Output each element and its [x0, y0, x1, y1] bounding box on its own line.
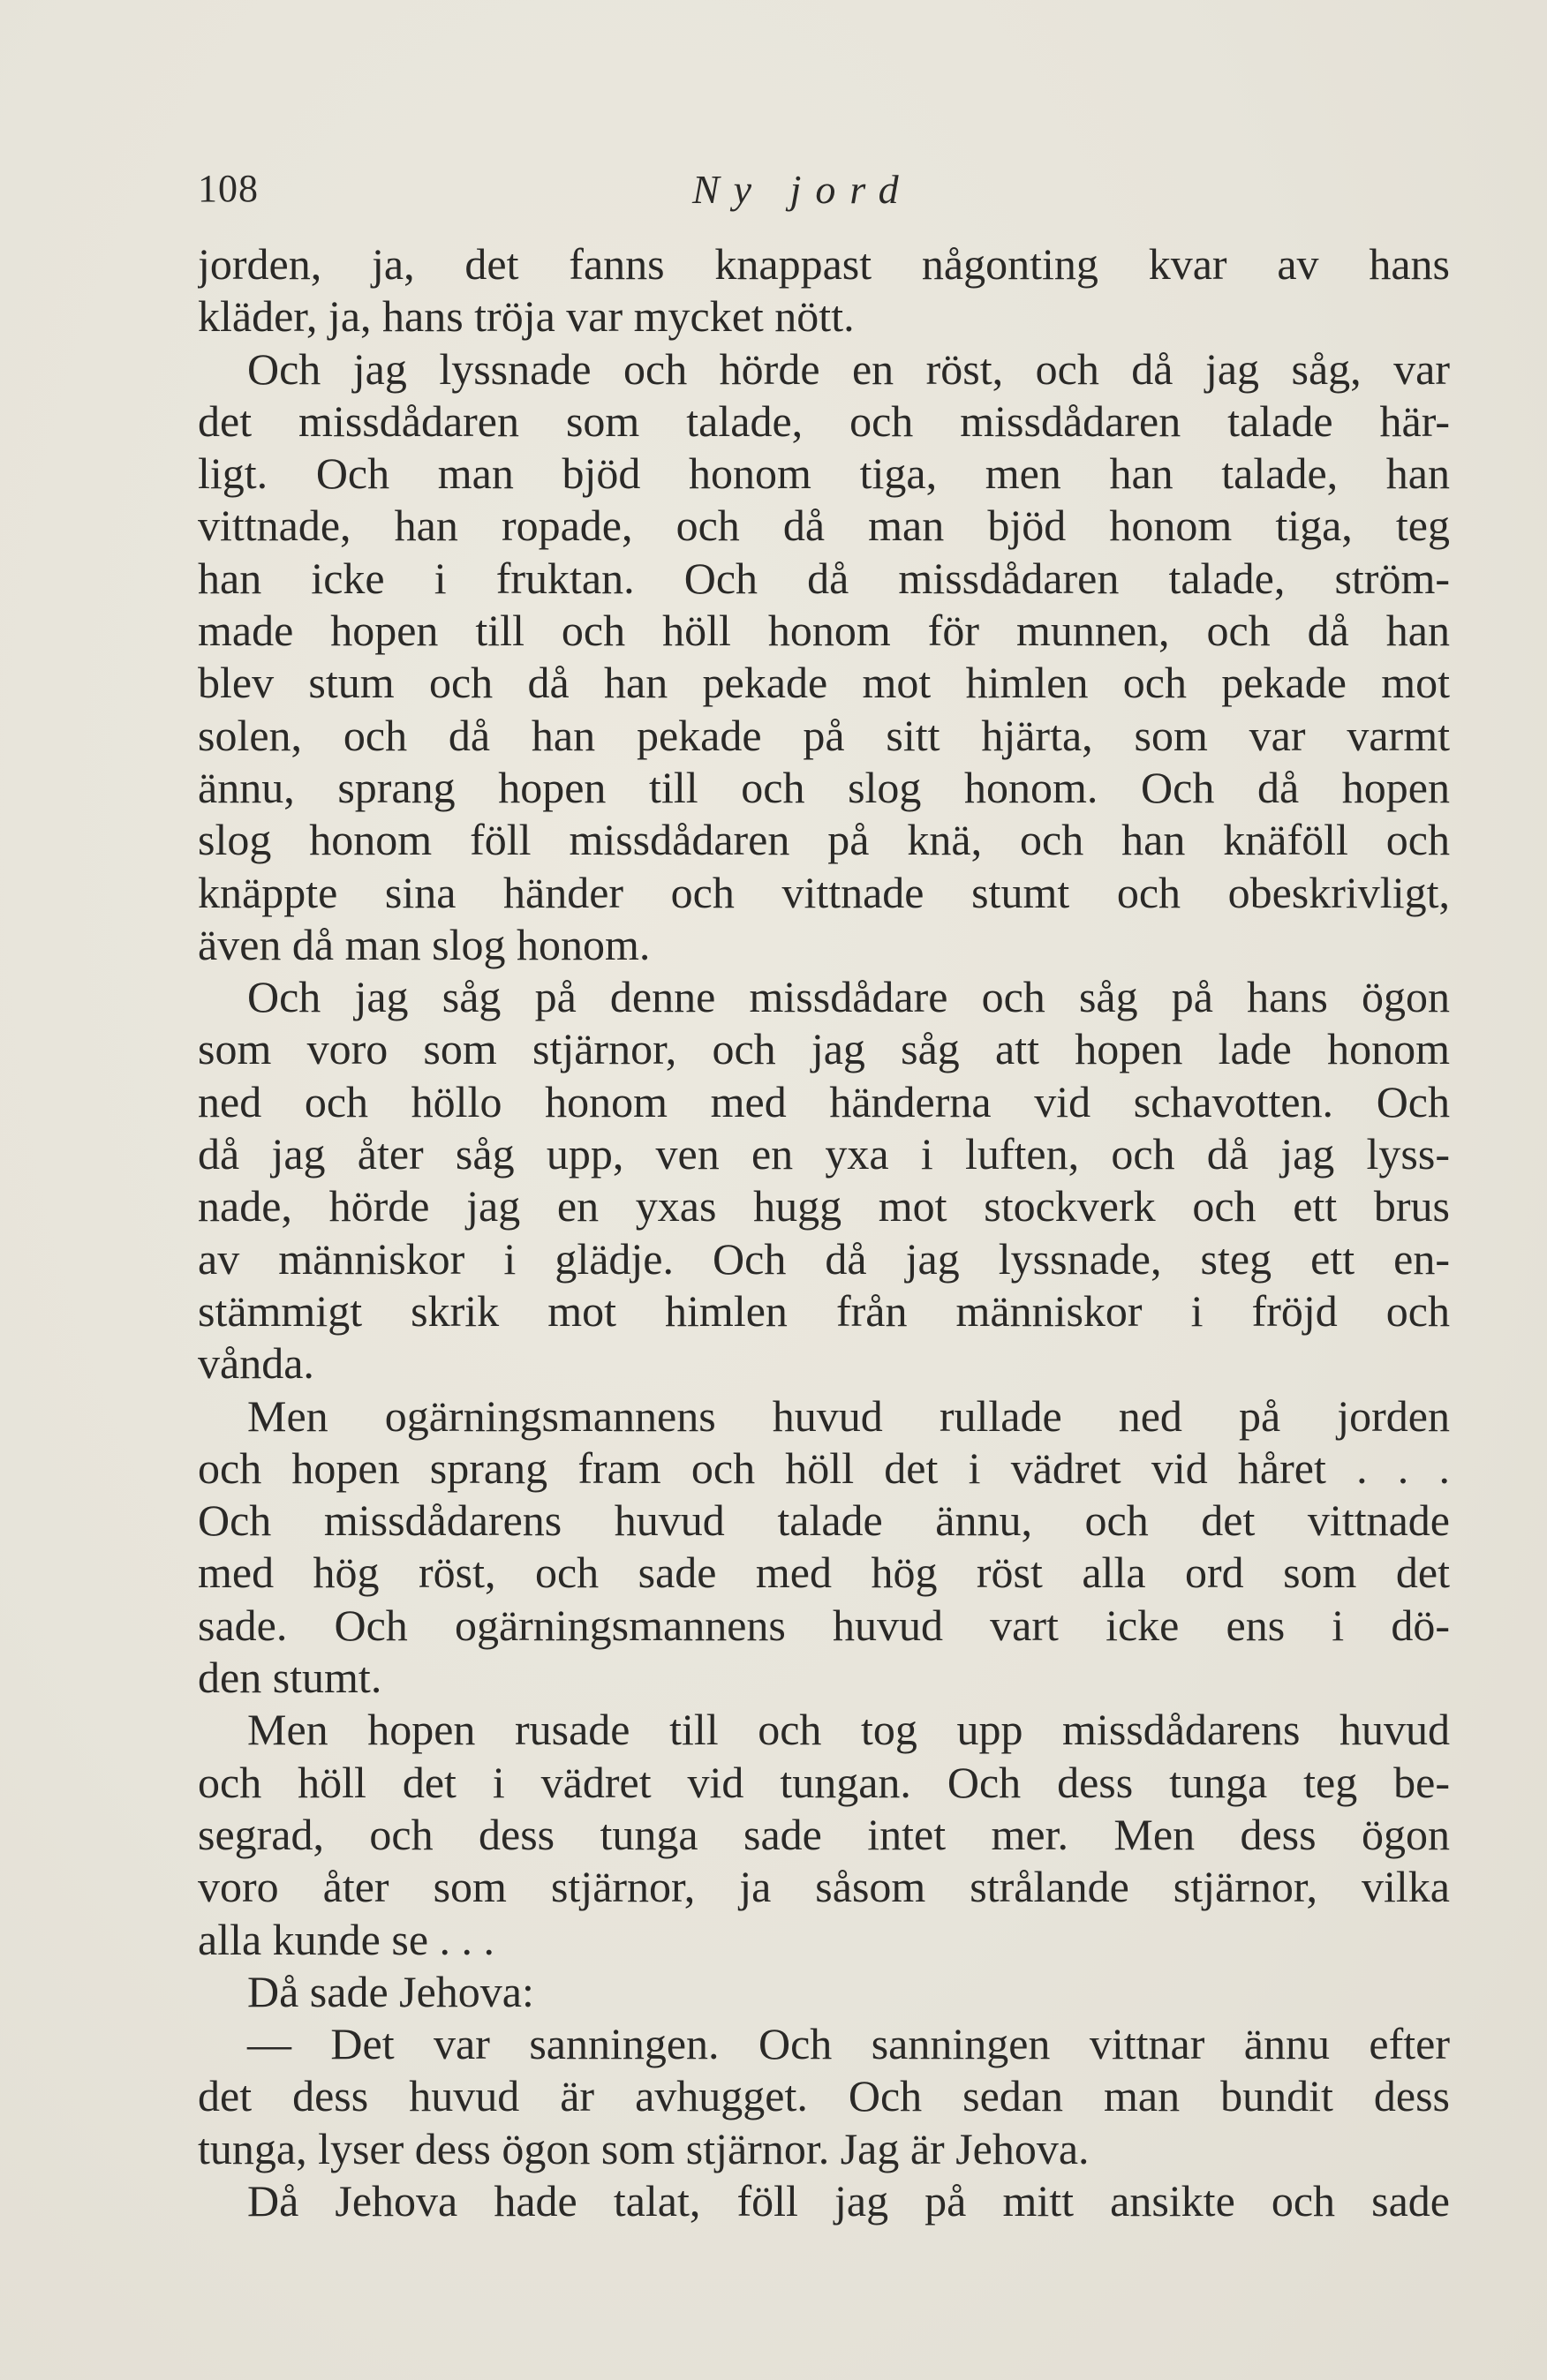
text-line: och hopen sprang fram och höll det i vädret vid håret . . . [198, 1442, 1450, 1493]
text-line: det missdådaren som talade, och missdådaren talade här- [198, 395, 1450, 446]
text-line: av människor i glädje. Och då jag lyssnade, steg ett en- [198, 1233, 1450, 1284]
running-title: Ny jord [692, 167, 913, 212]
text-line: kläder, ja, hans tröja var mycket nött. [198, 291, 855, 342]
text-line: made hopen till och höll honom för munnen, och då han [198, 606, 1450, 656]
text-line: slog honom föll missdådaren på knä, och han knäföll och [198, 815, 1450, 865]
text-line: ännu, sprang hopen till och slog honom. Och då hopen [198, 762, 1450, 812]
body-text [198, 238, 1450, 2227]
paragraph-start-line: — Det var sanningen. Och sanningen vittnar ännu efter [247, 2019, 1450, 2069]
text-line: han icke i fruktan. Och då missdådaren talade, ström- [198, 553, 1450, 603]
text-line: segrad, och dess tunga sade intet mer. Men dess ögon [198, 1809, 1450, 1859]
page-header [198, 166, 1452, 219]
text-line: och höll det i vädret vid tungan. Och dess tunga teg be- [198, 1757, 1450, 1807]
text-line: med hög röst, och sade med hög röst alla ord som det [198, 1548, 1450, 1598]
text-line: nade, hörde jag en yxas hugg mot stockverk och ett brus [198, 1181, 1450, 1231]
text-line: solen, och då han pekade på sitt hjärta, som var varmt [198, 710, 1450, 760]
text-line: voro åter som stjärnor, ja såsom strålande stjärnor, vilka [198, 1862, 1450, 1912]
paragraph-start-line: Men ogärningsmannens huvud rullade ned på jorden [247, 1390, 1450, 1441]
page-number: 108 [198, 167, 259, 210]
text-line: ned och höllo honom med händerna vid schavotten. Och [198, 1076, 1450, 1126]
text-line: som voro som stjärnor, och jag såg att hopen lade honom [198, 1024, 1450, 1074]
paragraph-start-line: Och jag lyssnade och hörde en röst, och då jag såg, var [247, 343, 1450, 394]
text-line: blev stum och då han pekade mot himlen och pekade mot [198, 658, 1450, 708]
text-line: stämmigt skrik mot himlen från människor i fröjd och [198, 1285, 1450, 1336]
text-line: även då man slog honom. [198, 919, 651, 969]
text-line: vånda. [198, 1338, 314, 1389]
text-line: Och missdådarens huvud talade ännu, och det vittnade [198, 1495, 1450, 1546]
text-line: alla kunde se . . . [198, 1914, 495, 1964]
paragraph-start-line: Och jag såg på denne missdådare och såg på hans ögon [247, 972, 1450, 1022]
text-line: den stumt. [198, 1653, 382, 1703]
text-line: det dess huvud är avhugget. Och sedan man bundit dess [198, 2071, 1450, 2121]
text-line: jorden, ja, det fanns knappast någonting kvar av hans [198, 239, 1450, 289]
paragraph-start-line: Men hopen rusade till och tog upp missdådarens huvud [247, 1705, 1450, 1755]
text-line: tunga, lyser dess ögon som stjärnor. Jag är Jehova. [198, 2123, 1090, 2173]
paragraph-start-line: Då Jehova hade talat, föll jag på mitt ansikte och sade [247, 2175, 1450, 2226]
text-line: vittnade, han ropade, och då man bjöd honom tiga, teg [198, 501, 1450, 551]
text-line: då jag åter såg upp, ven en yxa i luften, och då jag lyss- [198, 1129, 1450, 1179]
paragraph-start-line: Då sade Jehova: [247, 1966, 534, 2016]
text-line: knäppte sina händer och vittnade stumt och obeskrivligt, [198, 867, 1450, 917]
text-line: ligt. Och man bjöd honom tiga, men han talade, han [198, 448, 1450, 499]
text-line: sade. Och ogärningsmannens huvud vart icke ens i dö- [198, 1600, 1450, 1650]
